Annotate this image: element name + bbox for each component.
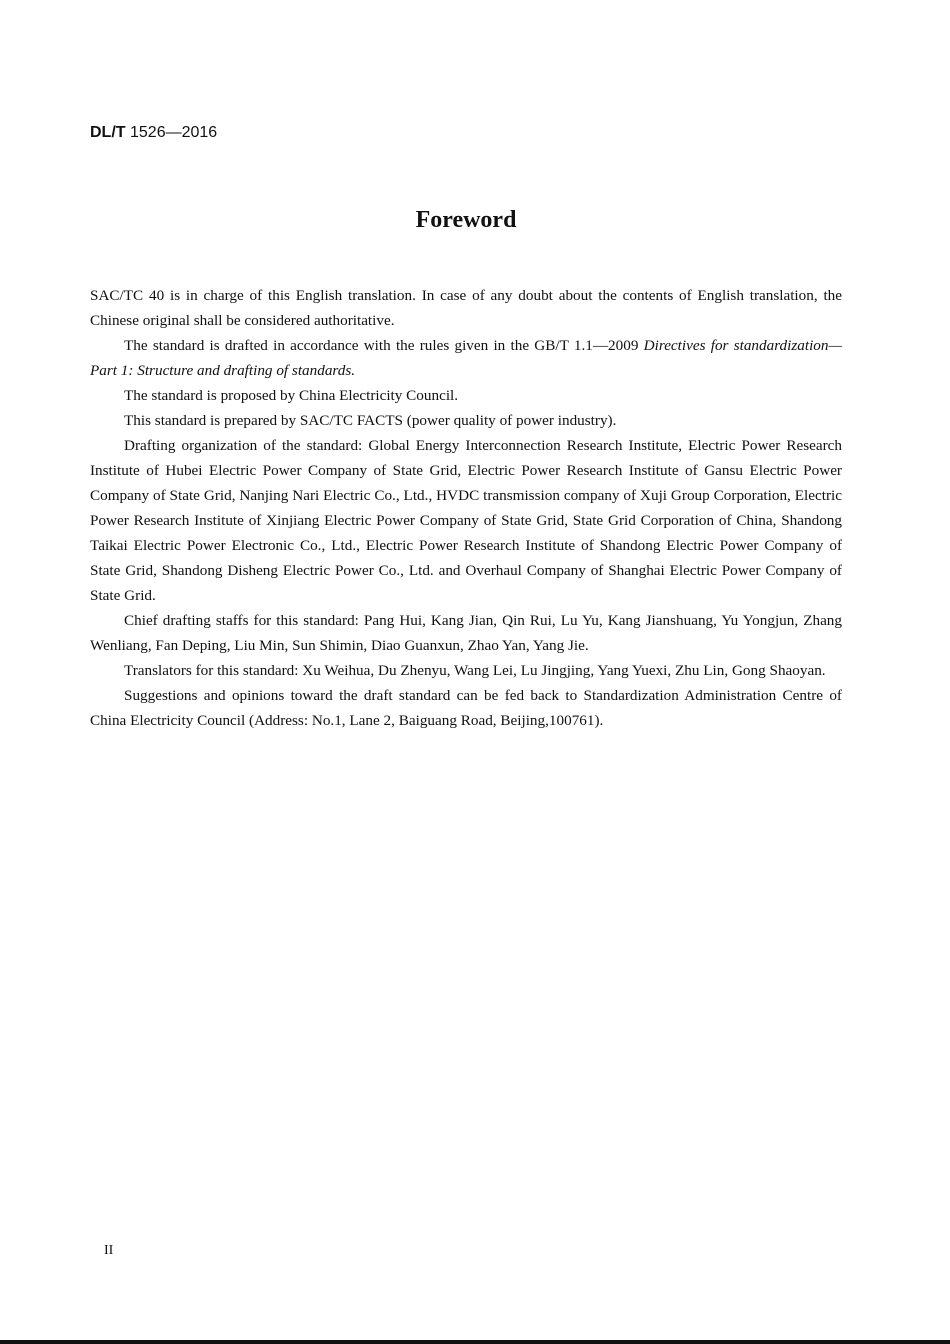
paragraph-chief-drafting-staffs: Chief drafting staffs for this standard: Pang Hui, Kang Jian, Qin Rui, Lu Yu, Kang Jianshuang, Yu Yongjun, Zhang Wenliang, Fan Deping, Liu Min, Sun Shimin, Diao Guanxun, Zhao Yan, Yang Jie.	[90, 612, 842, 654]
drafting-rules-reference-title: Directives for standardization— Part 1: Structure and drafting of standards.	[90, 337, 842, 379]
page-title: Foreword	[415, 207, 517, 233]
drafting-rules-text: The standard is drafted in accordance with the rules given in the GB/T 1.1—2009	[124, 337, 644, 354]
paragraph-drafting-organizations: Drafting organization of the standard: Global Energy Interconnection Research Institute, Electric Power Research Institute of Hubei Electric Power Company of State Grid, Electric Power Research Institute of Gansu Electric Power Company of State Grid, Nanjing Nari Electric Co., Ltd., HVDC transmission company of Xuji Group Corporation, Electric Power Research Institute of Xinjiang Electric Power Company of State Grid, State Grid Corporation of China, Shandong Taikai Electric Power Electronic Co., Ltd., Electric Power Research Institute of Shandong Electric Power Company of State Grid, Shandong Disheng Electric Power Co., Ltd. and Overhaul Company of Shanghai Electric Power Company of State Grid.	[90, 437, 842, 604]
paragraph-translators: Translators for this standard: Xu Weihua, Du Zhenyu, Wang Lei, Lu Jingjing, Yang Yuexi, Zhu Lin, Gong Shaoyan.	[124, 662, 826, 679]
running-header	[90, 122, 217, 144]
page-bottom-edge	[0, 1340, 950, 1344]
paragraph-translation-note: SAC/TC 40 is in charge of this English translation. In case of any doubt about the contents of English translation, the Chinese original shall be considered authoritative.	[90, 287, 842, 329]
paragraph-suggestions: Suggestions and opinions toward the draft standard can be fed back to Standardization Administration Centre of China Electricity Council (Address: No.1, Lane 2, Baiguang Road, Beijing,100761).	[90, 687, 842, 729]
standard-code-number: 1526—2016	[125, 124, 218, 141]
paragraph-prepared-by: This standard is prepared by SAC/TC FACTS (power quality of power industry).	[124, 412, 617, 429]
paragraph-drafting-rules	[90, 333, 842, 383]
foreword-body	[90, 283, 842, 733]
standard-code-prefix: DL/T	[90, 124, 126, 141]
paragraph-proposed-by: The standard is proposed by China Electricity Council.	[124, 387, 459, 404]
page-number: II	[104, 1243, 114, 1258]
